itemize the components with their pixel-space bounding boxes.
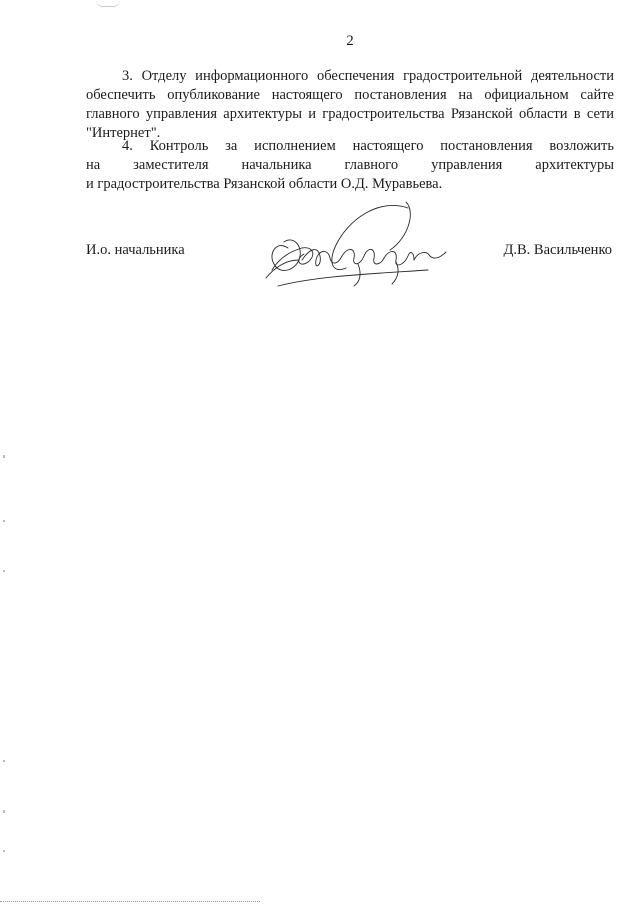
scan-artifact bbox=[3, 570, 5, 572]
scan-artifact bbox=[0, 901, 260, 903]
signatory-name: Д.В. Васильченко bbox=[503, 242, 612, 258]
scan-artifact bbox=[3, 455, 5, 458]
paragraph-line: и градостроительства Рязанской области О.Д. Муравьева. bbox=[86, 176, 443, 192]
paragraph-line: на заместителя начальника главного управления архитектуры bbox=[86, 157, 614, 173]
paragraph-line: главного управления архитектуры и градостроительства Рязанской области в сети bbox=[86, 106, 614, 122]
signatory-title: И.о. начальника bbox=[86, 242, 185, 258]
paragraph-3 bbox=[86, 67, 614, 143]
scan-artifact bbox=[3, 810, 5, 813]
scan-artifact bbox=[96, 0, 120, 7]
paragraph-line: 3. Отделу информационного обеспечения градостроительной деятельности bbox=[122, 68, 614, 84]
handwritten-signature bbox=[258, 190, 458, 300]
scan-artifact bbox=[3, 760, 5, 762]
paragraph-4 bbox=[86, 137, 614, 194]
paragraph-line: 4. Контроль за исполнением настоящего постановления возложить bbox=[122, 138, 614, 154]
page-number: 2 bbox=[346, 33, 354, 49]
scan-artifact bbox=[3, 850, 5, 852]
paragraph-line: обеспечить опубликование настоящего постановления на официальном сайте bbox=[86, 87, 614, 103]
scan-artifact bbox=[3, 520, 5, 522]
paragraph-line: "Интернет". bbox=[86, 125, 161, 141]
